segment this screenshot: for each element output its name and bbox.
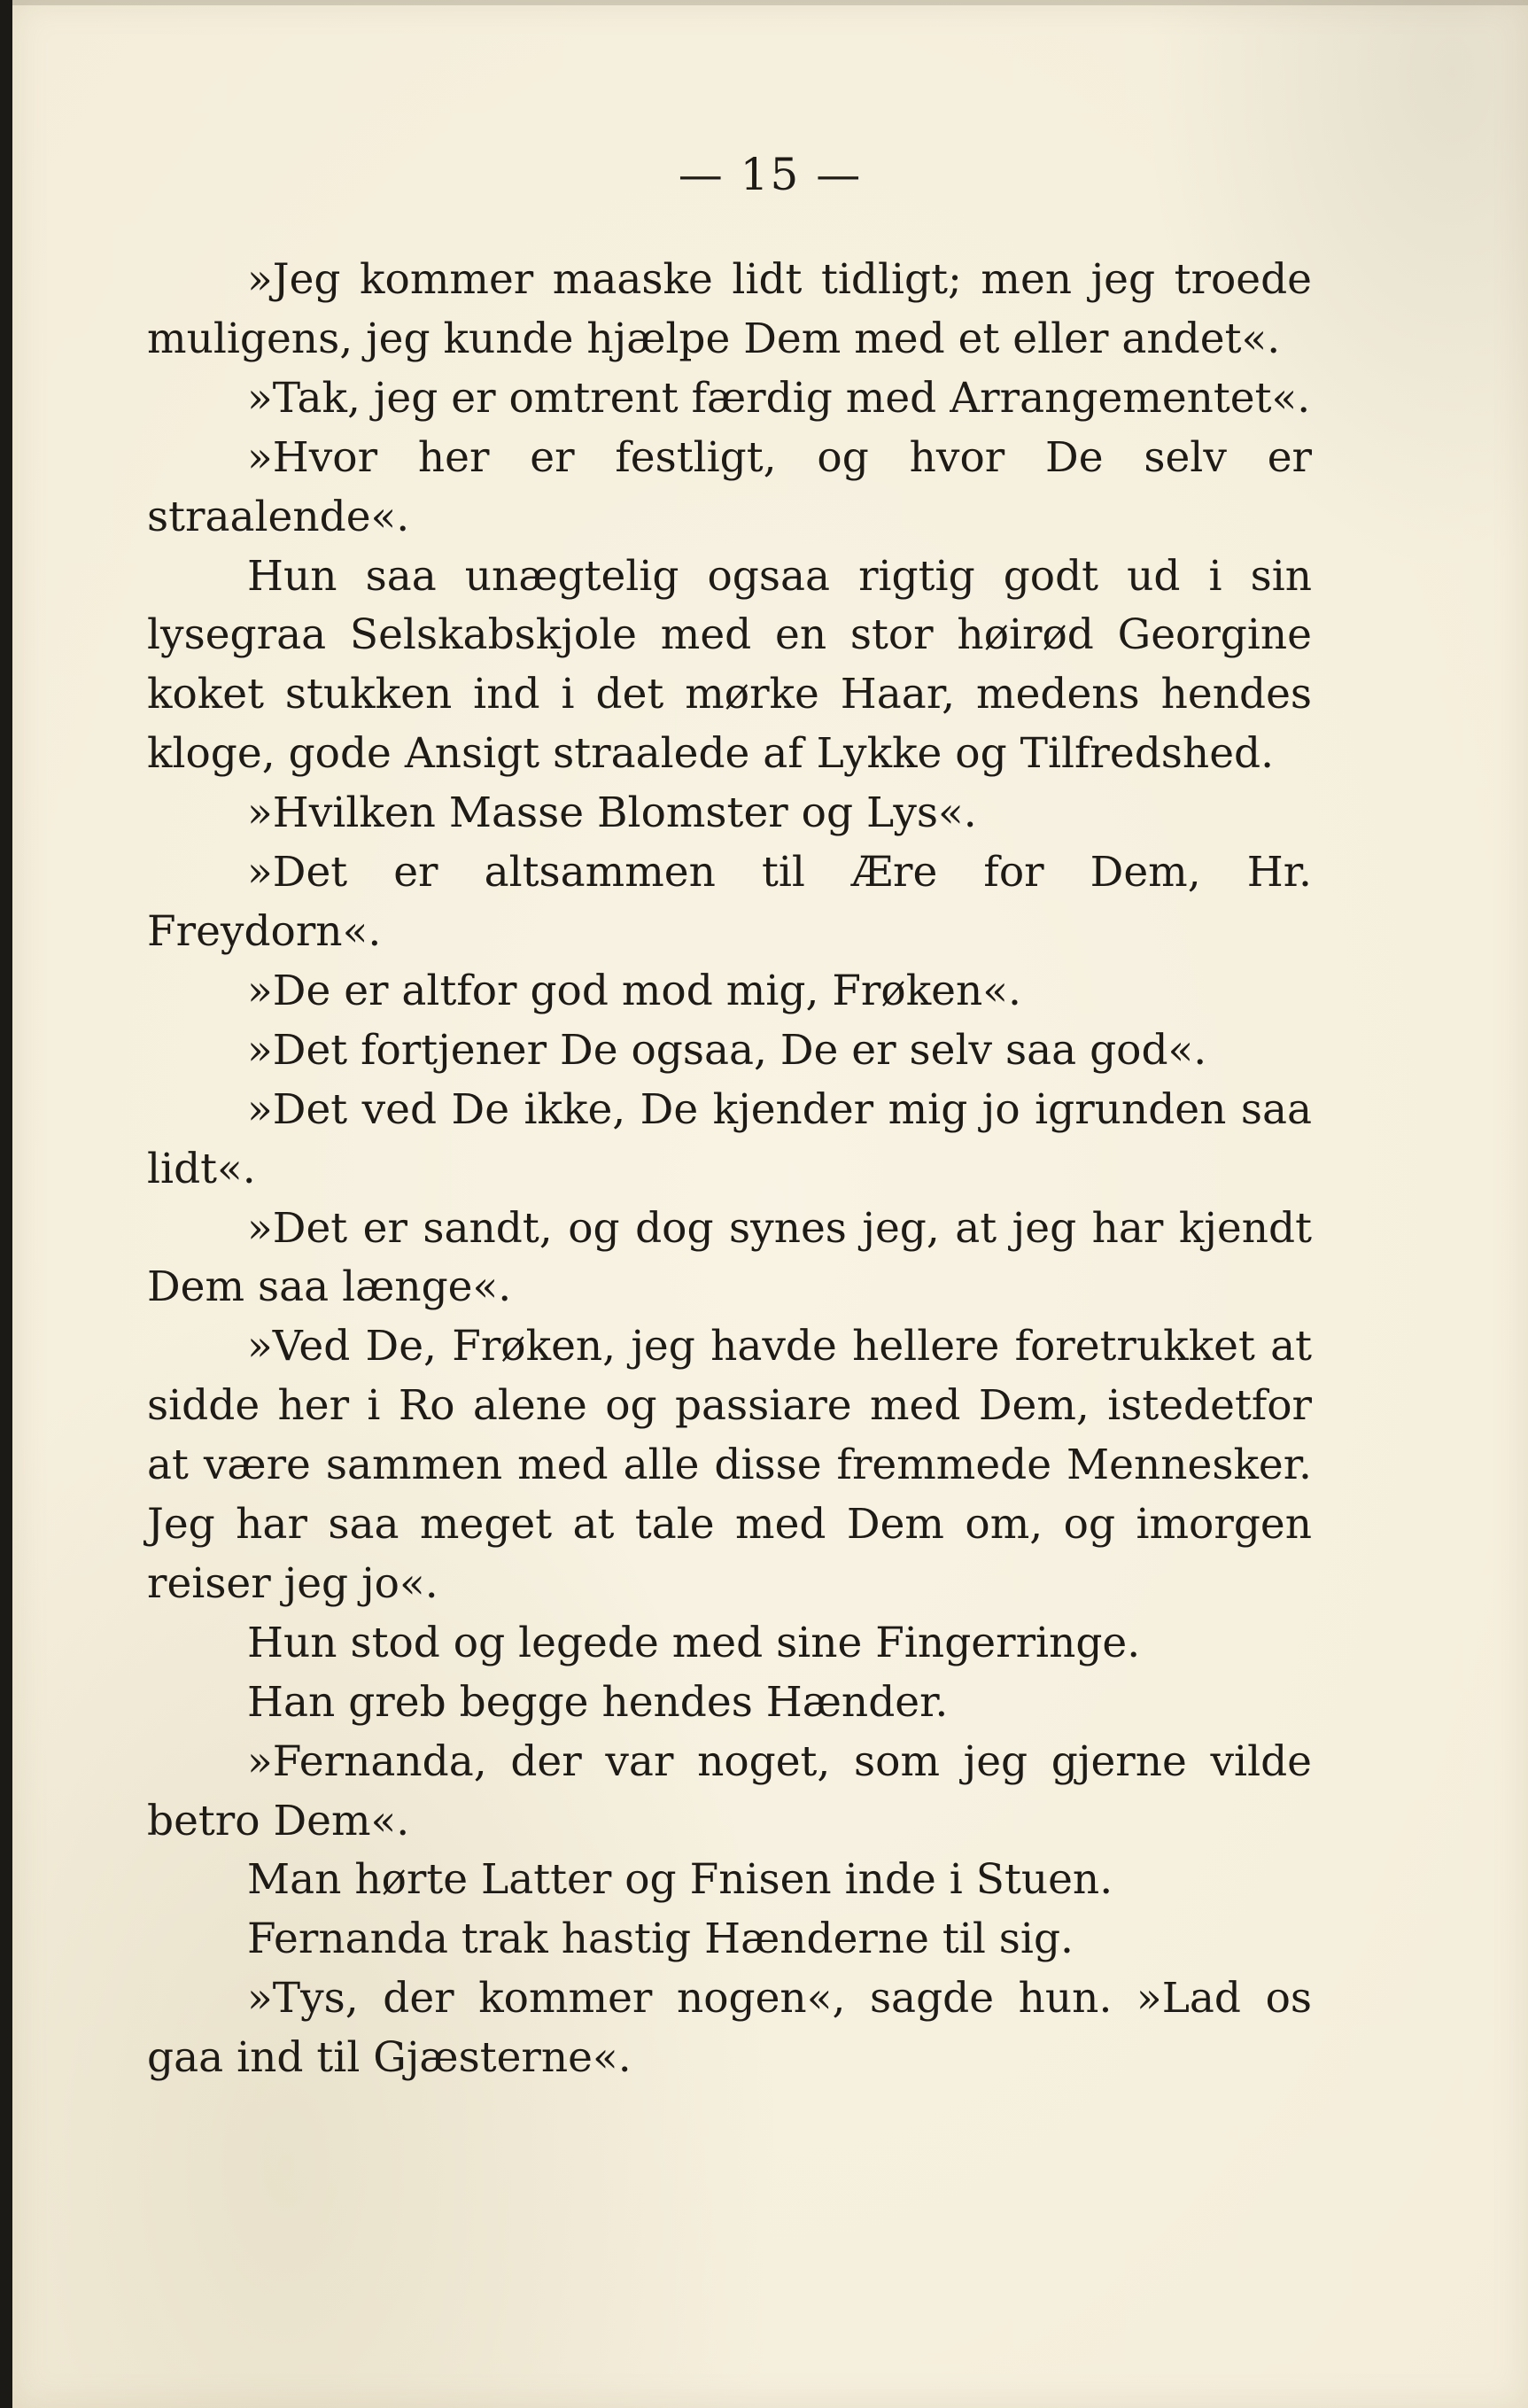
paragraph: »Hvilken Masse Blomster og Lys«. bbox=[247, 788, 977, 838]
paragraph: Han greb begge hendes Hænder. bbox=[247, 1677, 949, 1727]
paragraph: Hun stod og legede med sine Fingerringe. bbox=[247, 1618, 1141, 1667]
paragraph: »Tys, der kommer nogen«, sagde hun. »Lad os gaa ind til Gjæsterne«. bbox=[147, 1974, 1312, 2083]
paragraph: »Det er altsammen til Ære for Dem, Hr. Freydorn«. bbox=[147, 848, 1312, 956]
paragraph: »Fernanda, der var noget, som jeg gjerne vilde betro Dem«. bbox=[147, 1736, 1312, 1845]
paragraph: »Hvor her er festligt, og hvor De selv er straalende«. bbox=[147, 432, 1312, 541]
paragraph: Hun saa unægtelig ogsaa rigtig godt ud i sin lysegraa Selskabskjole med en stor høirød Georgine koket stukken ind i det mørke Haar, medens hendes kloge, gode Ansigt straalede af Lykke og Tilfredshed. bbox=[147, 551, 1312, 779]
paragraph: »Jeg kommer maaske lidt tidligt; men jeg troede muligens, jeg kunde hjælpe Dem med et eller andet«. bbox=[147, 255, 1312, 363]
paragraph: Fernanda trak hastig Hænderne til sig. bbox=[247, 1915, 1074, 1964]
paragraph: »Ved De, Frøken, jeg havde hellere foretrukket at sidde her i Ro alene og passiare med Dem, istedetfor at være sammen med alle disse fremmede Mennesker. Jeg har saa meget at tale med Dem om, og imorgen reiser jeg jo«. bbox=[147, 1322, 1312, 1608]
paragraph: Man hørte Latter og Fnisen inde i Stuen. bbox=[247, 1855, 1113, 1905]
paragraph: »Det fortjener De ogsaa, De er selv saa god«. bbox=[247, 1025, 1207, 1075]
paragraph: »Tak, jeg er omtrent færdig med Arrangementet«. bbox=[247, 373, 1311, 423]
body-text bbox=[147, 251, 1312, 2088]
paragraph: »De er altfor god mod mig, Frøken«. bbox=[247, 966, 1021, 1015]
paragraph: »Det er sandt, og dog synes jeg, at jeg har kjendt Dem saa længe«. bbox=[147, 1203, 1312, 1312]
book-page bbox=[12, 0, 1528, 2408]
paragraph: »Det ved De ikke, De kjender mig jo igrunden saa lidt«. bbox=[147, 1084, 1312, 1193]
page-number: — 15 — bbox=[678, 149, 863, 200]
